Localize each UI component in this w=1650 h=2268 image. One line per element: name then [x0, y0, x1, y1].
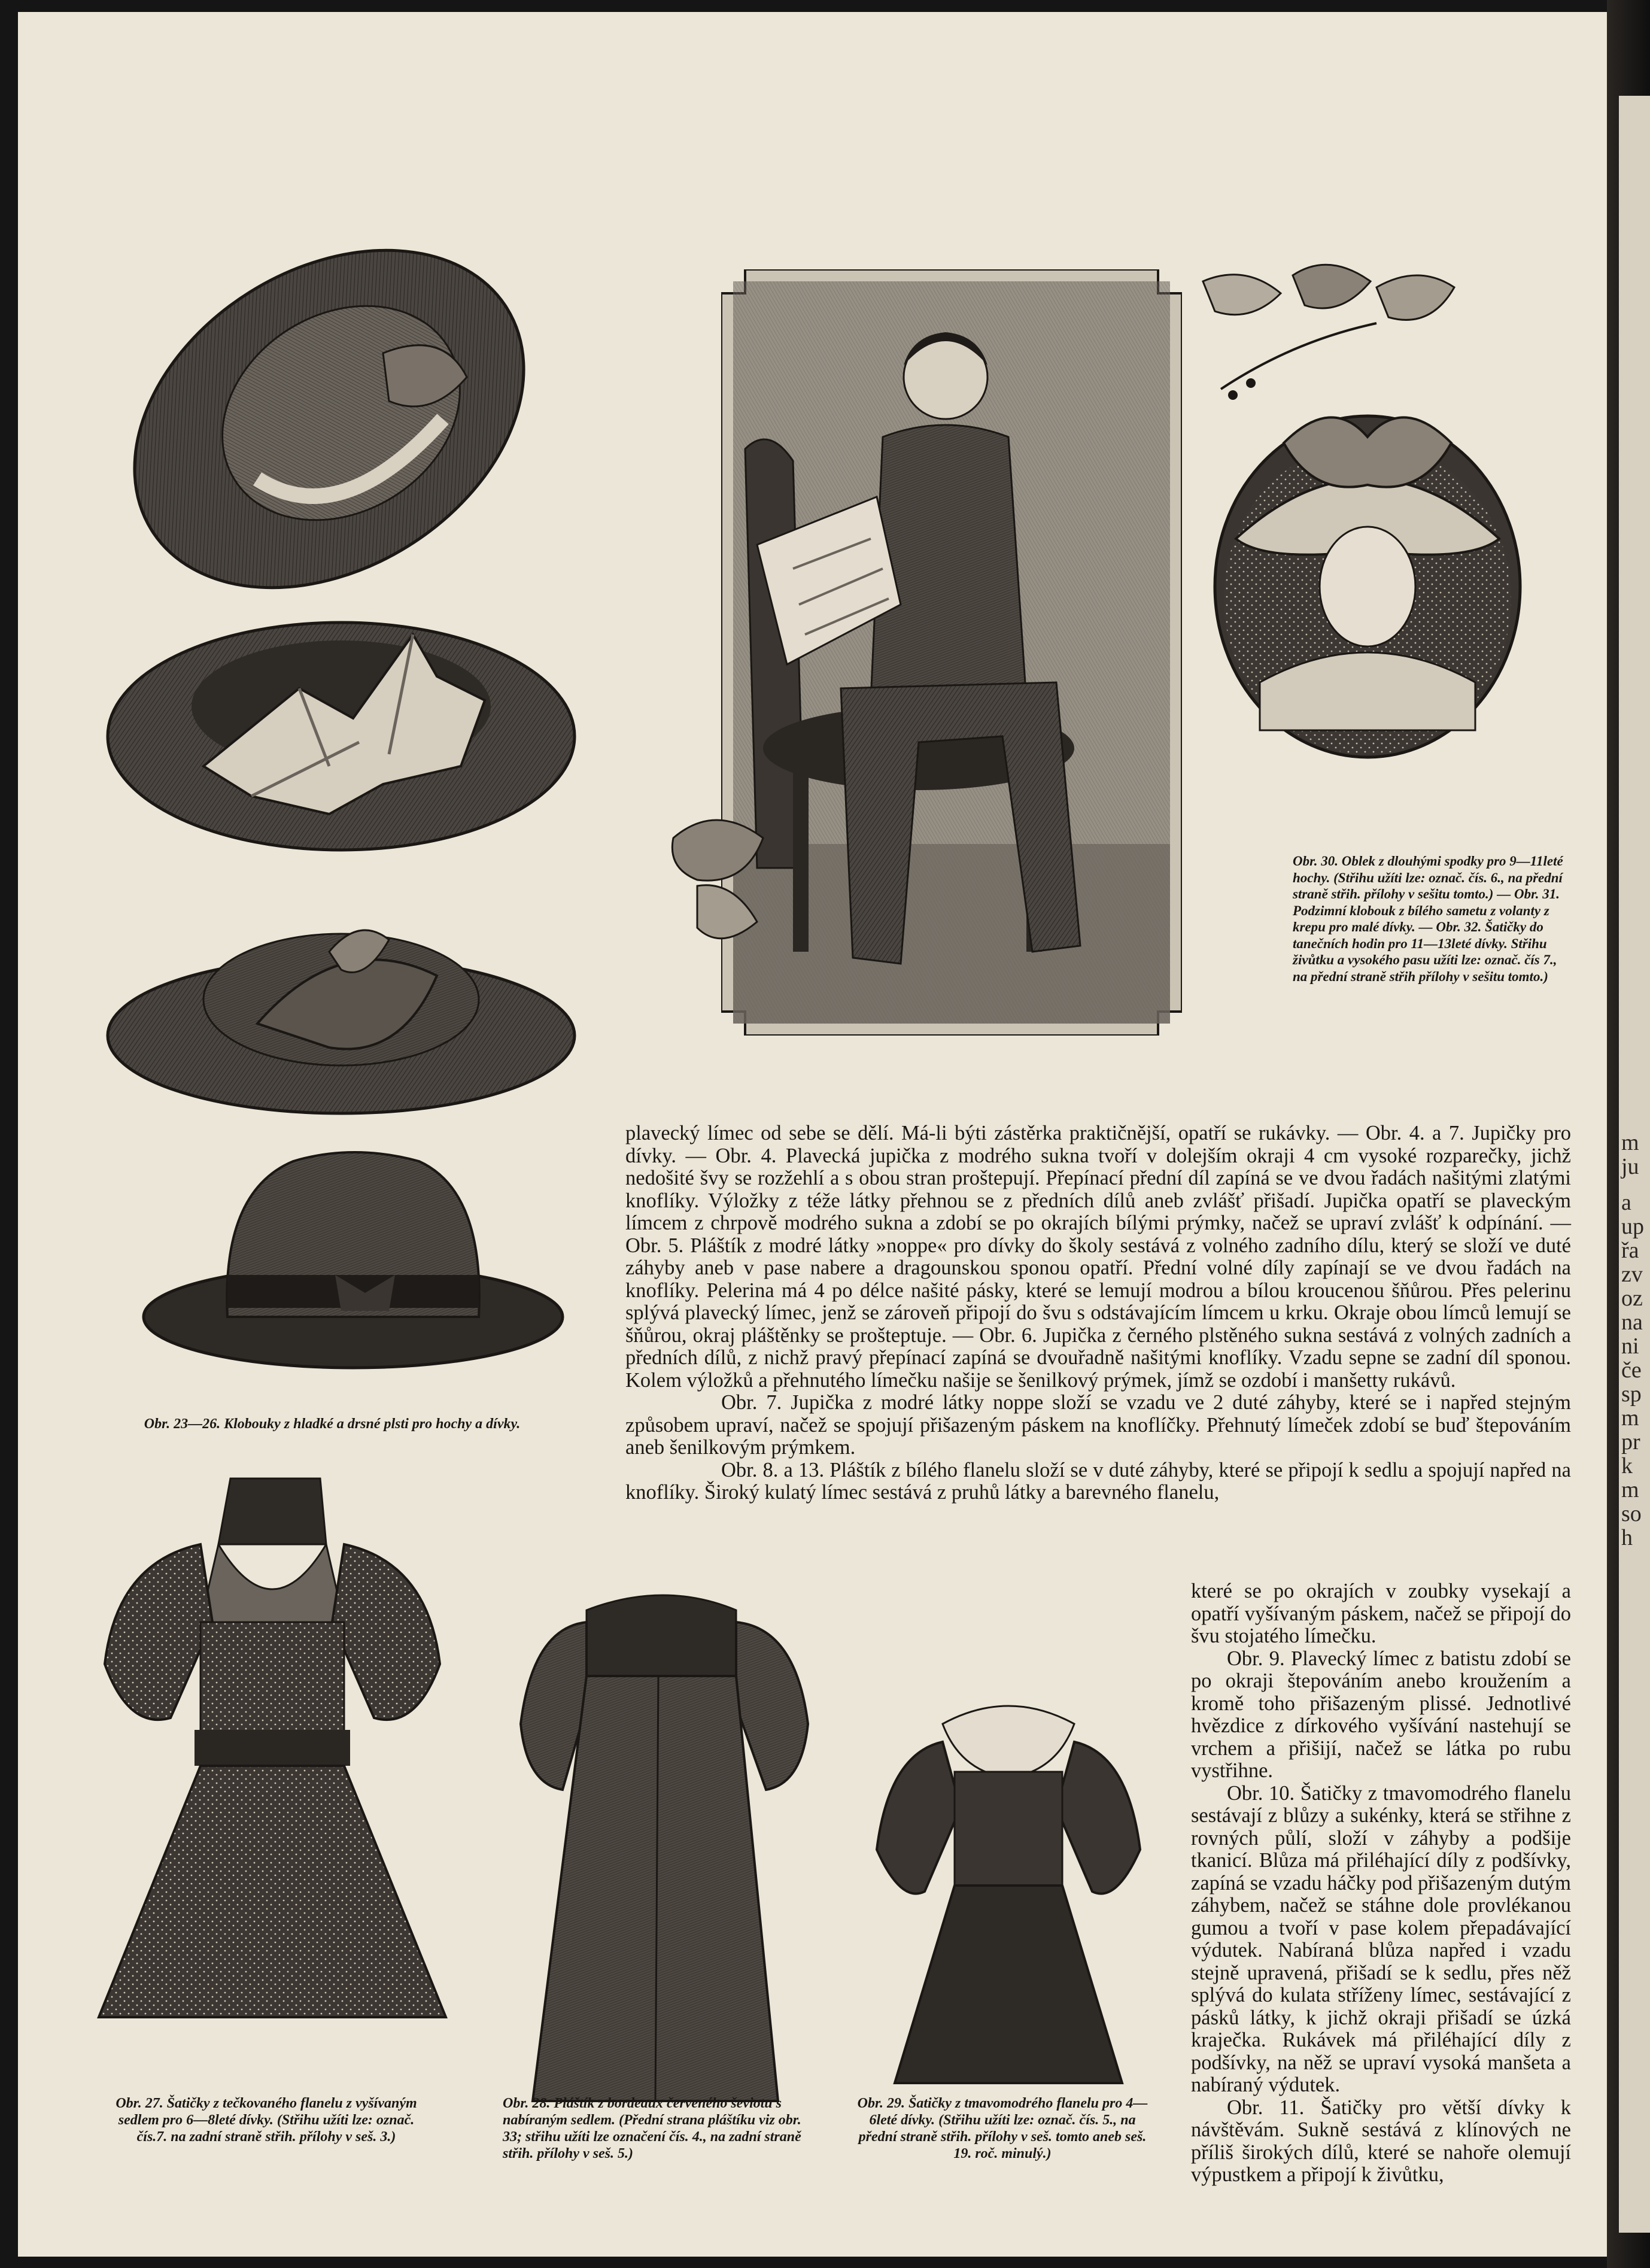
adjacent-text-fragment: sp	[1621, 1382, 1642, 1407]
adjacent-text-fragment: m	[1621, 1477, 1639, 1502]
boy-suit-photograph	[721, 269, 1182, 1036]
hat-illustration-26	[138, 1137, 569, 1377]
dress-illustration-29	[865, 1688, 1152, 2095]
adjacent-page-edge	[1619, 96, 1650, 2233]
adjacent-text-fragment: up	[1621, 1214, 1644, 1239]
caption-hats: Obr. 23—26. Klobouky z hladké a drsné plsti pro hochy a dívky.	[144, 1416, 521, 1432]
adjacent-text-fragment: m	[1621, 1405, 1639, 1431]
magazine-page	[18, 12, 1607, 2257]
hat-illustration-24	[102, 587, 592, 868]
caption-dress-29: Obr. 29. Šatičky z tmavomodrého flanelu pro 4—6leté dívky. (Střihu užíti lze: označ. čís. 5., na přední straně střih. přílohy v seš. tomto aneb seš. 19. roč. minulý.)	[857, 2096, 1148, 2161]
caption-dress-27: Obr. 27. Šatičky z tečkovaného flanelu z vyšívaným sedlem pro 6—8leté dívky. (Střihu užíti lze: označ. čís.7. na zadní straně střih. přílohy v seš. 3.)	[116, 2096, 417, 2145]
adjacent-text-fragment: pr	[1621, 1429, 1640, 1455]
coat-illustration-28	[497, 1586, 832, 2119]
leaf-ornament	[661, 802, 781, 958]
adjacent-text-fragment: řa	[1621, 1238, 1639, 1263]
adjacent-text-fragment: so	[1621, 1501, 1642, 1526]
dress-illustration-27	[93, 1467, 452, 2035]
adjacent-text-fragment: ju	[1621, 1154, 1639, 1179]
adjacent-text-fragment: k	[1621, 1453, 1633, 1478]
article-paragraph: které se po okrajích v zoubky vysekají a opatří vyšívaným páskem, načež se připojí do švu stojatého límečku.	[1191, 1580, 1571, 1647]
article-paragraph: Obr. 7. Jupička z modré látky noppe složí se vzadu ve 2 duté záhyby, které se i napřed stejným způsobem upraví, načež se spojují přišazeným páskem na knoflíčky. Přehnutý límeček zdobí se buď štepováním aneb šenilkovým prýmkem.	[625, 1391, 1571, 1459]
article-paragraph: Obr. 10. Šatičky z tmavomodrého flanelu sestávají z blůzy a sukénky, která se střihne z rovných půlí, složí v záhyby a podšije tkanicí. Blůza má přiléhající díly z podšívky, zapíná se vzadu háčky pod přišazeným dutým záhybem, načež se stáhne dole provlékanou gumou a tvoří v pase kolem přepadávající výdutek. Nabíraná blůza napřed i vzadu stejně upravená, přišadí se k sedlu, přes něž splývá do kulata stříženy límec, sestávající z pásků látky, k jichž okraji přišadí se úzká kraječka. Rukávek má přiléhající díly z podšívky, na něž se upraví vysoká manšeta a nabíraný výdutek.	[1191, 1781, 1571, 2096]
adjacent-text-fragment: h	[1621, 1525, 1633, 1550]
adjacent-text-fragment: m	[1621, 1130, 1639, 1155]
article-paragraph: Obr. 8. a 13. Pláštík z bílého flanelu složí se v duté záhyby, které se připojí k sedlu a spojují napřed na knoflíky. Široký kulatý límec sestává z pruhů látky a barevného flanelu,	[625, 1458, 1571, 1504]
adjacent-text-fragment: na	[1621, 1310, 1643, 1335]
article-paragraph: Obr. 9. Plavecký límec z batistu zdobí se po okraji štepováním anebo kroužením a kromě toho přišazeným plissé. Jednotlivé hvězdice z dírkového vyšívání nastehují se vrchem a přišijí, načež se látka po rubu vystřihne.	[1191, 1647, 1571, 1782]
adjacent-text-fragment: zv	[1621, 1262, 1643, 1287]
adjacent-text-fragment: oz	[1621, 1286, 1643, 1311]
hat-illustration-25	[102, 904, 592, 1131]
article-wide-column	[625, 1122, 1571, 1504]
adjacent-text-fragment: ni	[1621, 1334, 1639, 1359]
adjacent-text-fragment: če	[1621, 1358, 1642, 1383]
adjacent-text-fragment: a	[1621, 1190, 1631, 1215]
article-narrow-column	[1191, 1580, 1571, 2187]
girl-hat-medallion	[1212, 347, 1523, 760]
caption-coat-28: Obr. 28. Pláštík z bordeaux červeného ševiotu s nabíraným sedlem. (Přední strana pláštíku viz obr. 33; střihu užíti lze označení čís. 4., na zadní straně střih. přílohy v seš. 5.)	[503, 2096, 801, 2161]
article-paragraph: plavecký límec od sebe se dělí. Má-li býti zástěrka praktičnější, opatří se rukávky. — Obr. 4. a 7. Jupičky pro dívky. — Obr. 4. Plavecká jupička z modrého sukna tvoří v dolejším okraji 4 cm vysoké rozparečky, jichž nedošité švy se rozžehlí a s obou stran proštepují. Přepínací přední díl zapíná se ve dvou řadách našitými zlatými knoflíky. Výložky z téže látky přehnou se z předních dílů aneb zvlášť přišadí. Jupička opatří se plaveckým límcem z chrpově modrého sukna a zdobí se po okrajích bílými prýmky, načež se upraví zvlášť k odpínání. — Obr. 5. Pláštík z modré látky »noppe« pro dívky do školy sestává z volného zadního dílu, který se složí ve duté záhyby aneb v pase nabere a dragounskou sponou opatří. Přední volné díly zapínají se ve dvou řadách na knoflíky. Pelerina má 4 po délce našité pásky, které se lemují modrou a bílou kroucenou šňůrou. Přes pelerinu splývá plavecký límec, jenž se zároveň připojí do švu s odstávajícím límcem u krku. Okraje obou límců lemují se šňůrou, okraj pláštěnky se prošteptuje. — Obr. 6. Jupička z černého plstěného sukna sestává z volných zadních a předních dílů, z nichž pravý přepínací zapíná se dvouřadně našitými knoflíky. Vzadu sepne se zadní díl sponou. Kolem výložků a přehnutého límečku našije se šenilkový prýmek, jímž se ozdobí i manšetty rukávů.	[625, 1122, 1571, 1392]
caption-boy-suit: Obr. 30. Oblek z dlouhými spodky pro 9—11leté hochy. (Střihu užíti lze: označ. čís. 6., na přední straně střih. přílohy v sešitu tomto.) — Obr. 31. Podzimní klobouk z bílého sametu z volanty z krepu pro malé dívky. — Obr. 32. Šatičky do tanečních hodin pro 11—13leté dívky. Střihu živůtku a vysokého pasu užíti lze: označ. čís 7., na přední straně střih přílohy v sešitu tomto.)	[1293, 854, 1563, 984]
article-paragraph: Obr. 11. Šatičky pro větší dívky k návštěvám. Sukně sestává z klínových ne příliš širokých dílů, které se nahoře olemují výpustkem a připojí k živůtku,	[1191, 2096, 1571, 2186]
